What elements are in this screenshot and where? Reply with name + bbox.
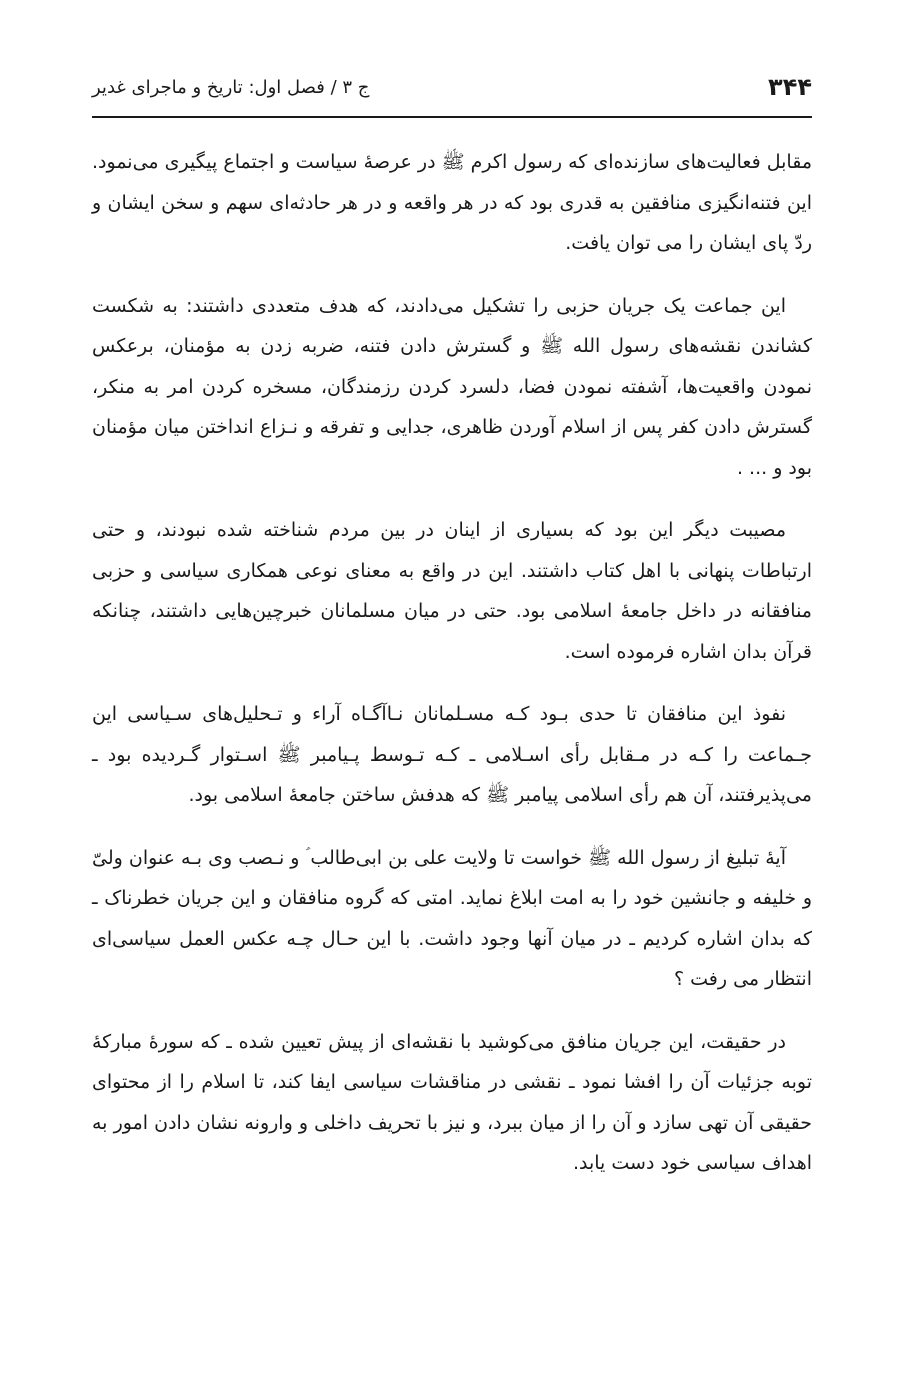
- paragraph-1: مقابل فعالیت‌های سازنده‌ای که رسول اکرم ﷺ در عرصهٔ سیاست و اجتماع پیگیری می‌نمود. این فتنه‌انگیزی منافقین به قدری بود که در هر واقعه و در هر حادثه‌ای سهم و سخن ایشان و ردّ پای ایشان را می توان یافت.: [92, 151, 812, 254]
- paragraph-3: مصیبت دیگر این بود که بسیاری از اینان در بین مردم شناخته شده نبودند، و حتی ارتباطات پنهانی با اهل کتاب داشتند. این در واقع به معنای نوعی همکاری سیاسی و حزبی منافقانه در داخل جامعهٔ اسلامی بود. حتی در میان مسلمانان خبرچین‌هایی داشتند، چنانکه قرآن بدان اشاره فرموده است.: [92, 519, 812, 663]
- book-page: [92, 0, 812, 1390]
- page-header: [92, 72, 812, 116]
- paragraph-6: در حقیقت، این جریان منافق می‌کوشید با نقشه‌ای از پیش تعیین شده ـ که سورهٔ مبارکهٔ توبه جزئیات آن را افشا نمود ـ نقشی در مناقشات سیاسی ایفا کند، تا اسلام را از محتوای حقیقی آن تهی سازد و آن را از میان ببرد، و نیز با تحریف داخلی و وارونه نشان دادن امور به اهداف سیاسی خود دست یابد.: [92, 1030, 812, 1174]
- paragraph-5: آیهٔ تبلیغ از رسول الله ﷺ خواست تا ولایت علی بن ابی‌طالب ؑ و نـصب وی بـه عنوان ولیّ و خلیفه و جانشین خود را به امت ابلاغ نماید. امتی که گروه منافقان و این جریان خطرناک ـ که بدان اشاره کردیم ـ در میان آنها وجود داشت. با این حـال چـه عکس العمل سیاسی‌ای انتظار می رفت ؟: [92, 846, 812, 990]
- page-number: ۳۴۴: [768, 73, 812, 101]
- header-divider: [92, 116, 812, 118]
- running-title: ج ۳ / فصل اول: تاریخ و ماجرای غدیر: [92, 77, 370, 98]
- paragraph-4: نفوذ این منافقان تا حدی بـود کـه مسـلمانان نـاآگـاه آراء و تـحلیل‌های سـیاسی این جـماعت را کـه در مـقابل رأی اسـلامی ـ کـه تـوسط پـیامبر ﷺ اسـتوار گـردیده بود ـ می‌پذیرفتند، آن هم رأی اسلامی پیامبر ﷺ که هدفش ساختن جامعهٔ اسلامی بود.: [92, 703, 812, 806]
- page-body: [92, 142, 812, 1206]
- paragraph-2: این جماعت یک جریان حزبی را تشکیل می‌دادند، که هدف متعددی داشتند: به شکست کشاندن نقشه‌های رسول الله ﷺ و گسترش دادن فتنه، ضربه زدن به مؤمنان، برعکس نمودن واقعیت‌ها، آشفته نمودن فضا، دلسرد کردن رزمندگان، مسخره کردن امر به منکر، گسترش دادن کفر پس از اسلام آوردن ظاهری، جدایی و تفرقه و نـزاع انداختن میان مؤمنان بود و ... .: [92, 294, 812, 479]
